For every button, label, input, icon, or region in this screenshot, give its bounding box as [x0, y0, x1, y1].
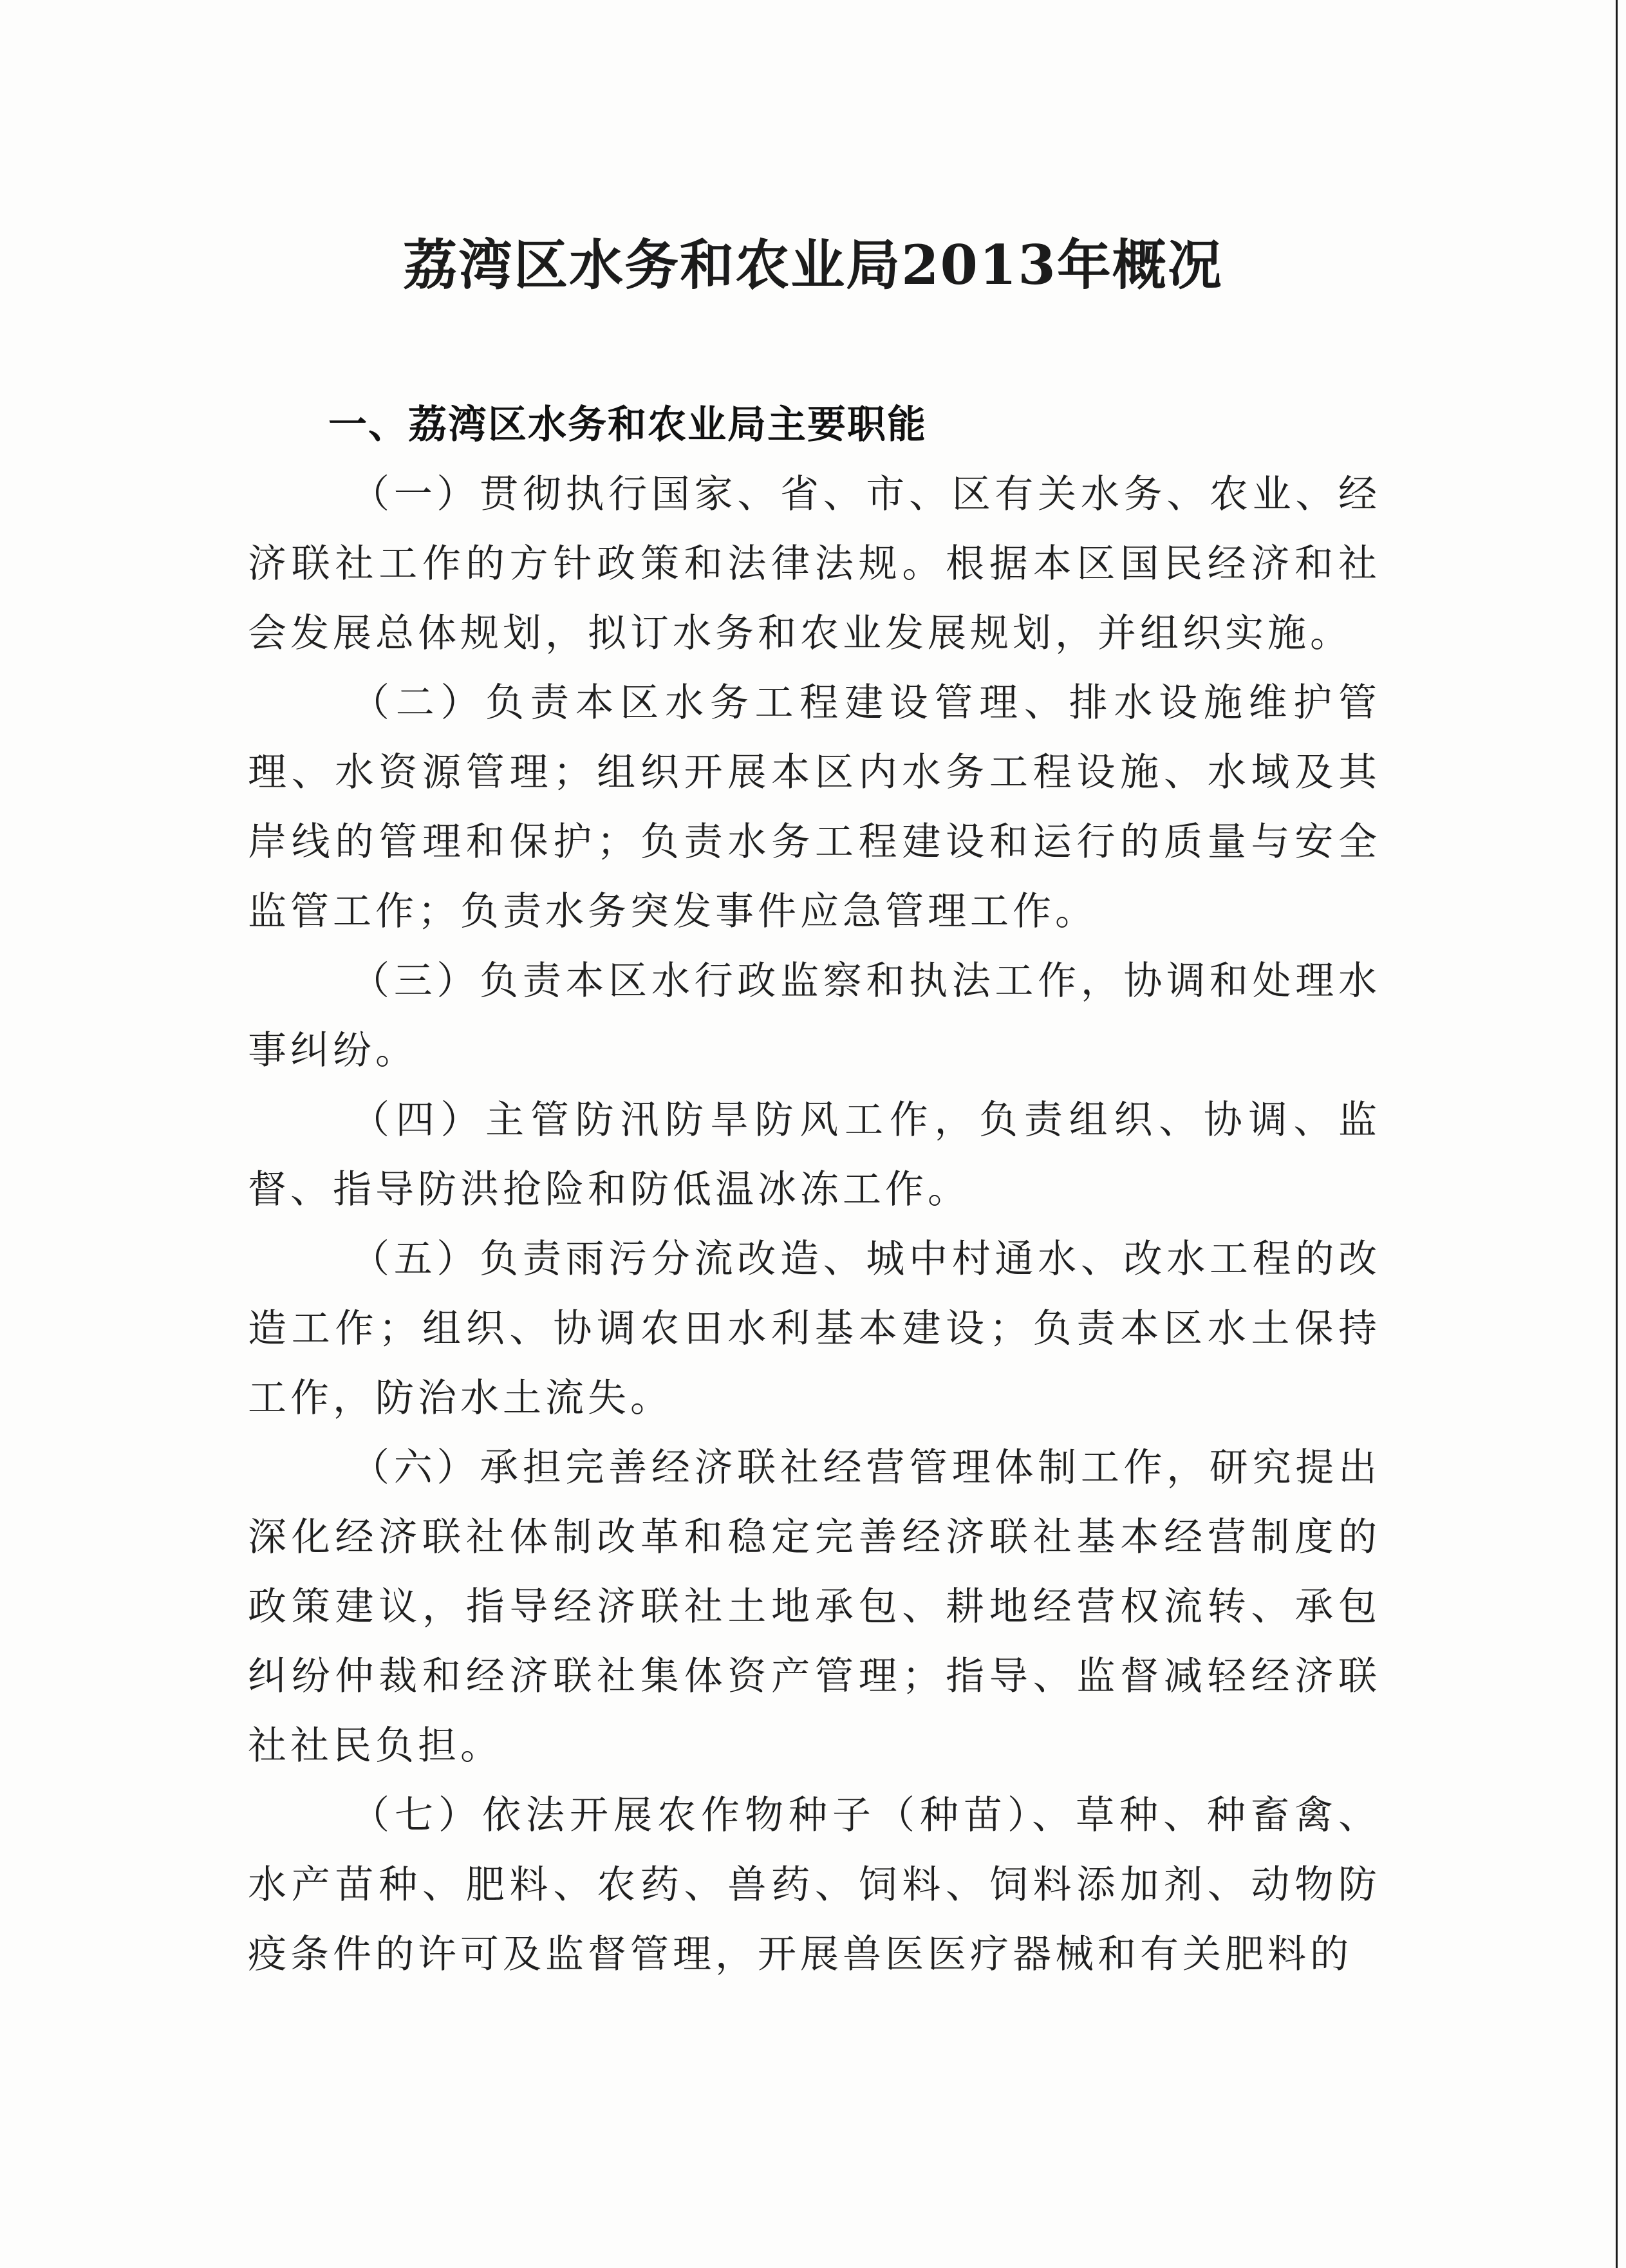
paragraph-1: （一）贯彻执行国家、省、市、区有关水务、农业、经济联社工作的方针政策和法律法规。根据本区国民经济和社会发展总体规划，拟订水务和农业发展规划，并组织实施。	[248, 472, 1381, 656]
paragraph-6: （六）承担完善经济联社经营管理体制工作，研究提出深化经济联社体制改革和稳定完善经济联社基本经营制度的政策建议，指导经济联社土地承包、耕地经营权流转、承包纠纷仲裁和经济联社集体资产管理；指导、监督减轻经济联社社民负担。	[248, 1445, 1381, 1768]
scan-edge-line	[1616, 0, 1618, 2268]
paragraph-4: （四）主管防汛防旱防风工作，负责组织、协调、监督、指导防洪抢险和防低温冰冻工作。	[248, 1098, 1381, 1212]
document-title: 荔湾区水务和农业局2013年概况	[403, 233, 1223, 297]
section-heading: 一、荔湾区水务和农业局主要职能	[328, 402, 927, 447]
paragraph-7: （七）依法开展农作物种子（种苗）、草种、种畜禽、水产苗种、肥料、农药、兽药、饲料、饲料添加剂、动物防疫条件的许可及监督管理，开展兽医医疗器械和有关肥料的	[248, 1793, 1381, 1977]
paragraph-5: （五）负责雨污分流改造、城中村通水、改水工程的改造工作；组织、协调农田水利基本建设；负责本区水土保持工作，防治水土流失。	[248, 1237, 1381, 1421]
paragraph-2: （二）负责本区水务工程建设管理、排水设施维护管理、水资源管理；组织开展本区内水务工程设施、水域及其岸线的管理和保护；负责水务工程建设和运行的质量与安全监管工作；负责水务突发事件应急管理工作。	[248, 680, 1381, 934]
paragraph-3: （三）负责本区水行政监察和执法工作，协调和处理水事纠纷。	[248, 959, 1381, 1073]
document-body	[248, 390, 1381, 1989]
